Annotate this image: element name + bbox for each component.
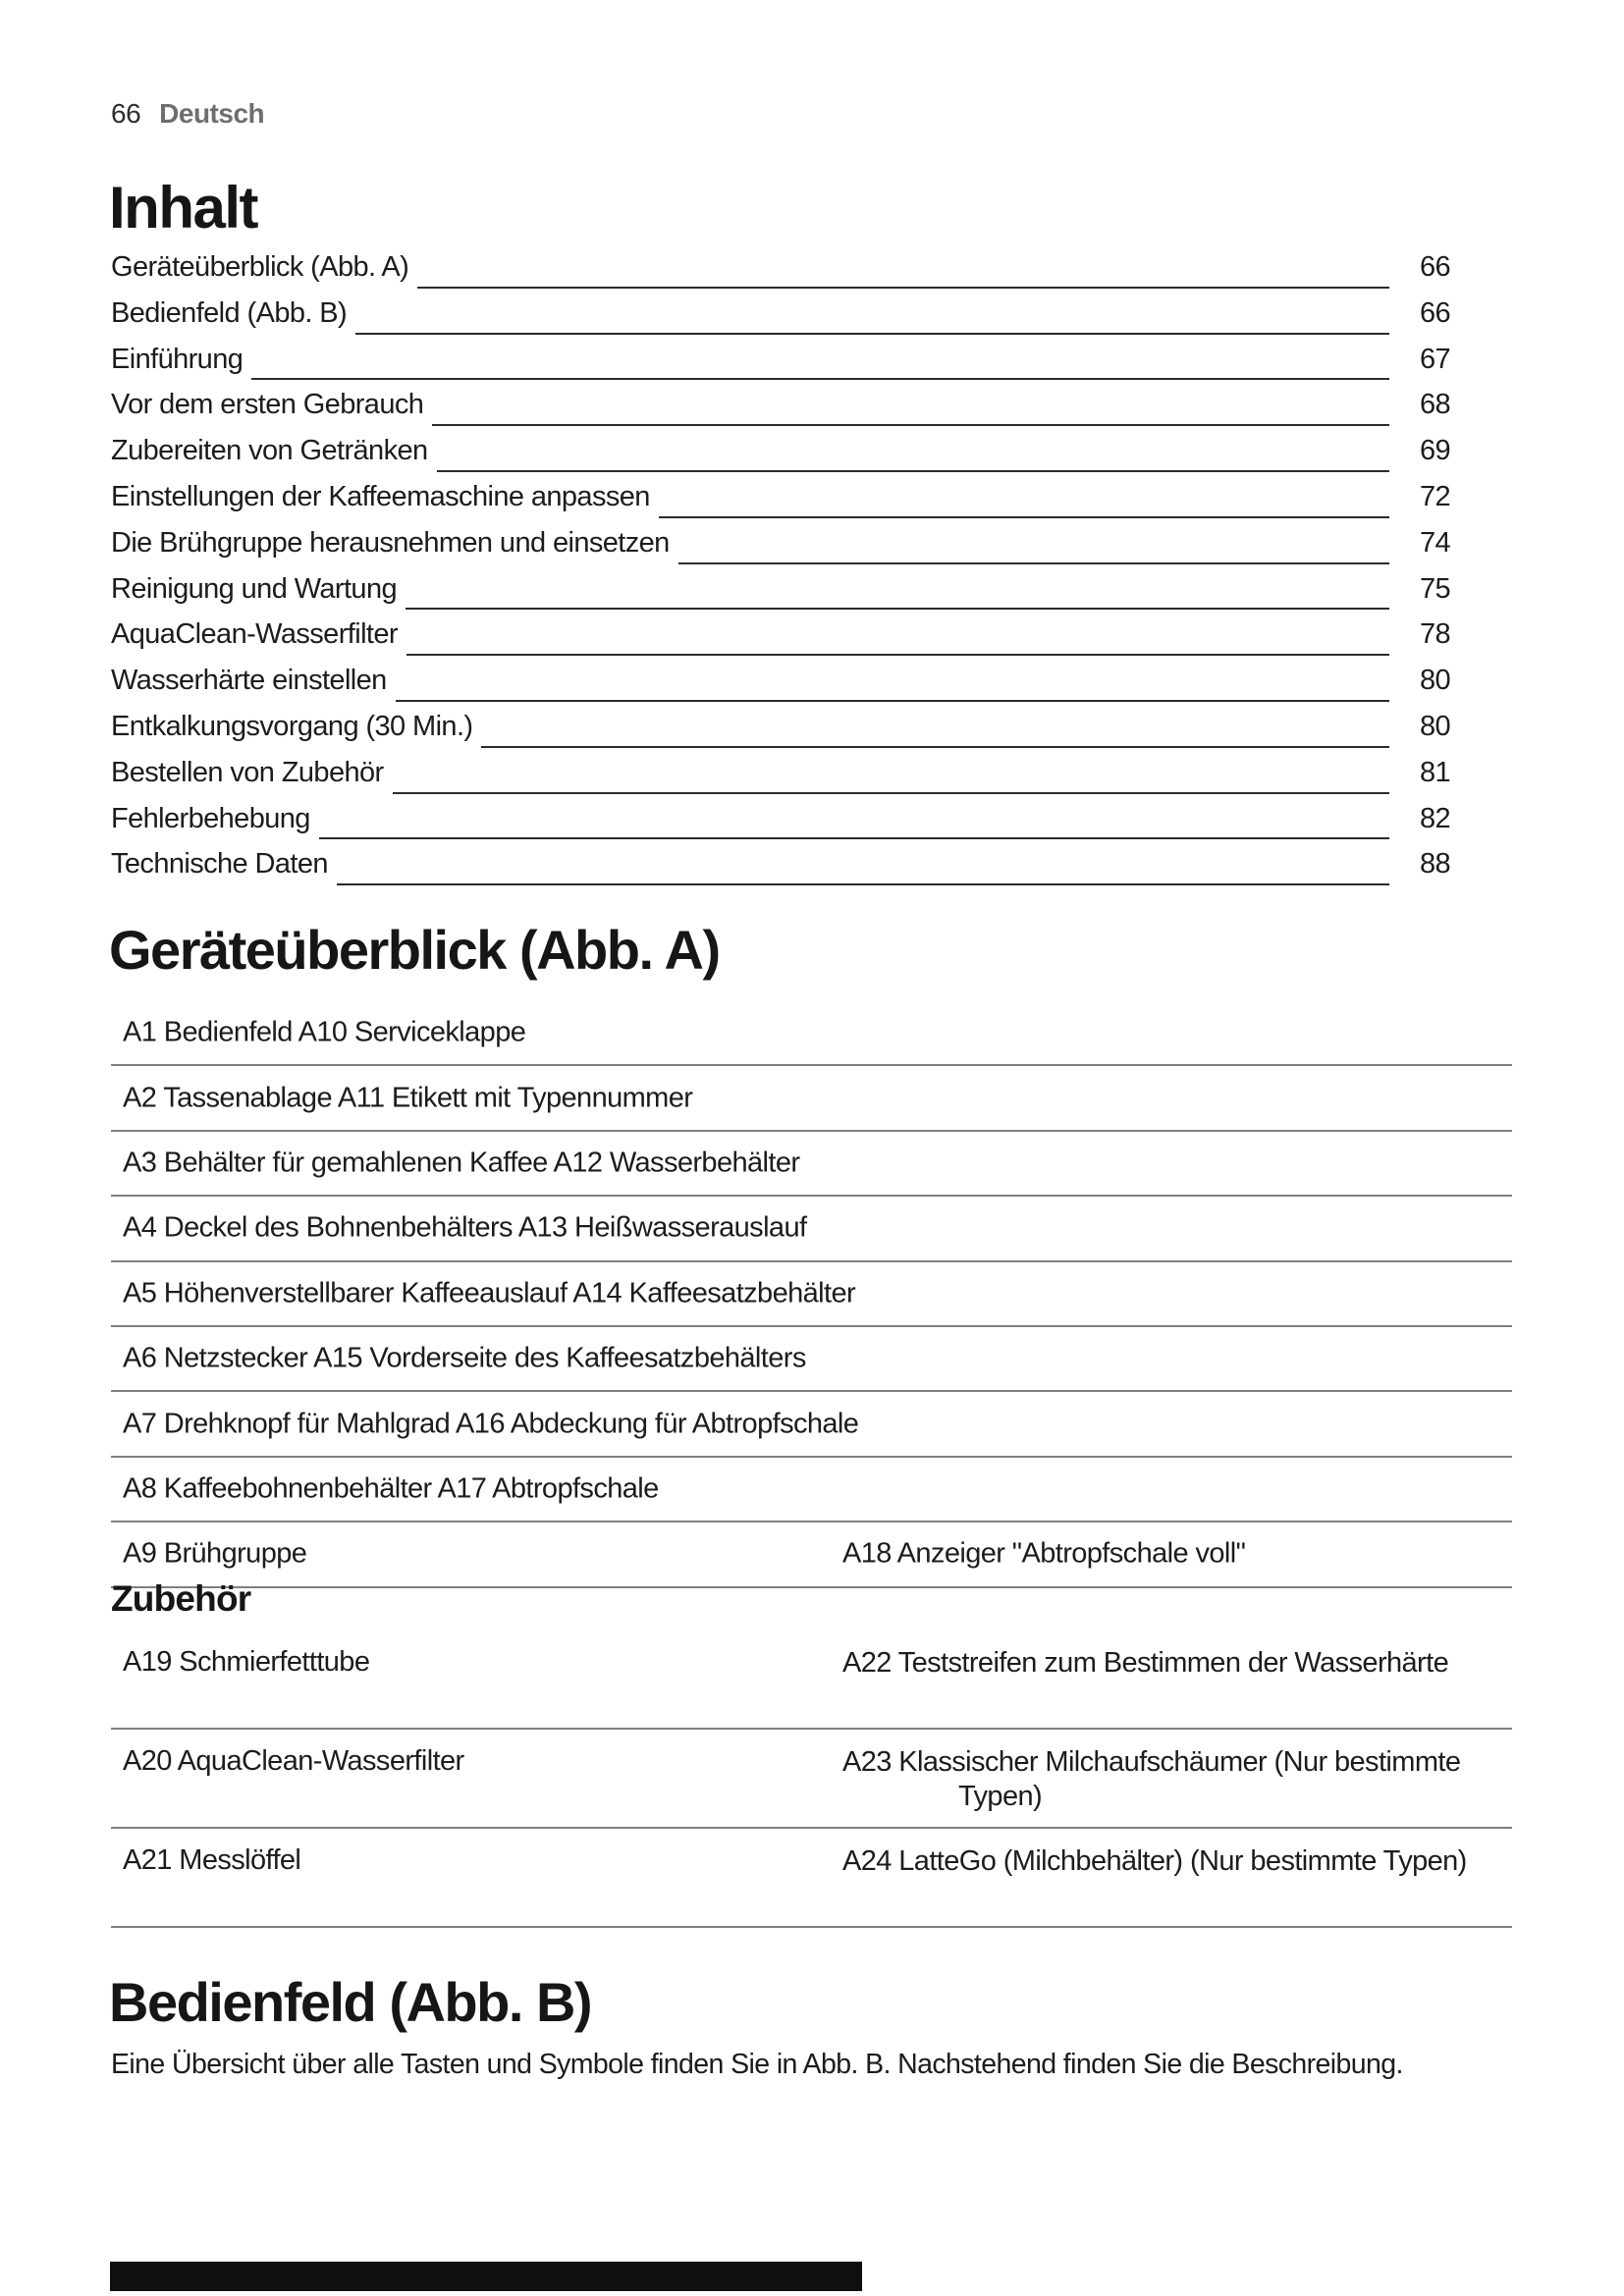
toc-entry-label: Wasserhärte einstellen — [111, 665, 387, 697]
toc-entry[interactable] — [111, 527, 1450, 573]
control-panel-title: Bedienfeld (Abb. B) — [109, 1971, 592, 2033]
toc-leader-line — [393, 792, 1389, 794]
toc-entry-label: Einführung — [111, 343, 244, 375]
toc-entry[interactable] — [111, 344, 1450, 390]
table-row — [111, 1458, 1512, 1522]
toc-entry-page: 67 — [1419, 343, 1450, 375]
toc-entry[interactable] — [111, 481, 1450, 527]
toc-entry-label: Reinigung und Wartung — [111, 572, 398, 605]
accessories-table — [111, 1630, 1512, 1928]
table-of-contents — [111, 251, 1450, 894]
toc-title: Inhalt — [109, 175, 257, 240]
overview-cell-left: A1 Bedienfeld A10 Serviceklappe — [123, 1016, 526, 1048]
page-number: 66 — [111, 98, 141, 129]
toc-entry-label: Entkalkungsvorgang (30 Min.) — [111, 710, 473, 742]
accessories-title: Zubehör — [111, 1578, 251, 1619]
toc-entry-label: Die Brühgruppe herausnehmen und einsetzen — [111, 526, 670, 559]
toc-entry-label: Vor dem ersten Gebrauch — [111, 389, 424, 421]
running-header — [111, 98, 264, 130]
toc-entry[interactable] — [111, 665, 1450, 711]
toc-entry-label: Einstellungen der Kaffeemaschine anpassen — [111, 480, 650, 512]
toc-leader-line — [337, 883, 1389, 885]
table-row — [111, 1829, 1512, 1928]
toc-entry[interactable] — [111, 618, 1450, 665]
toc-leader-line — [678, 562, 1389, 564]
toc-entry-label: Zubereiten von Getränken — [111, 435, 428, 467]
cutoff-table-header-bar — [110, 2262, 862, 2291]
overview-cell-left: A6 Netzstecker A15 Vorderseite des Kaffeesatzbehälters — [123, 1342, 806, 1374]
table-row — [111, 1522, 1512, 1587]
accessory-cell-left: A21 Messlöffel — [123, 1844, 301, 1876]
toc-leader-line — [406, 608, 1389, 610]
table-row — [111, 1001, 1512, 1066]
toc-entry[interactable] — [111, 757, 1450, 803]
overview-cell-left: A8 Kaffeebohnenbehälter A17 Abtropfschale — [123, 1472, 659, 1505]
toc-entry-page: 88 — [1419, 848, 1450, 881]
accessory-cell-right: A23 Klassischer Milchaufschäumer (Nur bestimmte Typen) — [842, 1746, 1461, 1812]
toc-entry-page: 82 — [1419, 802, 1450, 834]
accessory-cell-right: A24 LatteGo (Milchbehälter) (Nur bestimmte Typen) — [842, 1845, 1467, 1877]
device-overview-table — [111, 1001, 1512, 1588]
toc-entry[interactable] — [111, 389, 1450, 435]
toc-entry-label: Bedienfeld (Abb. B) — [111, 296, 348, 329]
toc-leader-line — [481, 746, 1389, 748]
toc-entry-label: Bestellen von Zubehör — [111, 756, 384, 788]
toc-entry-label: AquaClean-Wasserfilter — [111, 618, 398, 651]
table-row — [111, 1730, 1512, 1829]
toc-entry[interactable] — [111, 711, 1450, 757]
accessory-cell-left: A20 AquaClean-Wasserfilter — [123, 1745, 464, 1777]
toc-entry-page: 72 — [1419, 480, 1450, 512]
overview-cell-left: A4 Deckel des Bohnenbehälters A13 Heißwasserauslauf — [123, 1211, 807, 1244]
toc-entry-page: 78 — [1419, 618, 1450, 651]
toc-entry-page: 66 — [1419, 251, 1450, 283]
control-panel-intro: Eine Übersicht über alle Tasten und Symbole finden Sie in Abb. B. Nachstehend finden Sie die Beschreibung. — [111, 2049, 1403, 2080]
toc-entry-page: 75 — [1419, 572, 1450, 605]
overview-cell-left: A7 Drehknopf für Mahlgrad A16 Abdeckung für Abtropfschale — [123, 1408, 859, 1440]
toc-entry[interactable] — [111, 573, 1450, 619]
toc-entry[interactable] — [111, 251, 1450, 297]
toc-leader-line — [432, 424, 1389, 426]
toc-entry-page: 80 — [1419, 665, 1450, 697]
table-row — [111, 1327, 1512, 1392]
table-row — [111, 1066, 1512, 1131]
toc-entry-label: Fehlerbehebung — [111, 802, 310, 834]
toc-leader-line — [437, 470, 1389, 472]
toc-leader-line — [251, 378, 1389, 380]
table-row — [111, 1262, 1512, 1327]
toc-entry-page: 80 — [1419, 710, 1450, 742]
language-label: Deutsch — [159, 98, 265, 129]
toc-leader-line — [355, 333, 1389, 335]
overview-cell-right: A18 Anzeiger "Abtropfschale voll" — [842, 1537, 1246, 1570]
accessory-cell-left: A19 Schmierfetttube — [123, 1646, 370, 1678]
toc-entry-label: Geräteüberblick (Abb. A) — [111, 251, 409, 283]
toc-entry[interactable] — [111, 848, 1450, 894]
toc-leader-line — [406, 654, 1389, 656]
overview-cell-left: A5 Höhenverstellbarer Kaffeeauslauf A14 Kaffeesatzbehälter — [123, 1277, 856, 1309]
toc-leader-line — [417, 287, 1389, 289]
overview-cell-left: A3 Behälter für gemahlenen Kaffee A12 Wasserbehälter — [123, 1147, 800, 1179]
overview-cell-left: A9 Brühgruppe — [123, 1537, 307, 1570]
toc-leader-line — [396, 700, 1389, 702]
table-row — [111, 1132, 1512, 1197]
toc-entry[interactable] — [111, 803, 1450, 849]
toc-entry-page: 74 — [1419, 526, 1450, 559]
toc-entry[interactable] — [111, 297, 1450, 344]
toc-entry-page: 68 — [1419, 389, 1450, 421]
device-overview-title: Geräteüberblick (Abb. A) — [109, 919, 720, 981]
toc-entry-page: 66 — [1419, 296, 1450, 329]
table-row — [111, 1392, 1512, 1457]
accessory-cell-right: A22 Teststreifen zum Bestimmen der Wasserhärte — [842, 1647, 1449, 1679]
table-row — [111, 1630, 1512, 1730]
toc-entry-page: 81 — [1419, 756, 1450, 788]
toc-entry[interactable] — [111, 435, 1450, 481]
toc-entry-label: Technische Daten — [111, 848, 328, 881]
toc-entry-page: 69 — [1419, 435, 1450, 467]
toc-leader-line — [319, 837, 1389, 839]
overview-cell-left: A2 Tassenablage A11 Etikett mit Typennummer — [123, 1082, 693, 1114]
toc-leader-line — [659, 516, 1389, 518]
table-row — [111, 1197, 1512, 1261]
